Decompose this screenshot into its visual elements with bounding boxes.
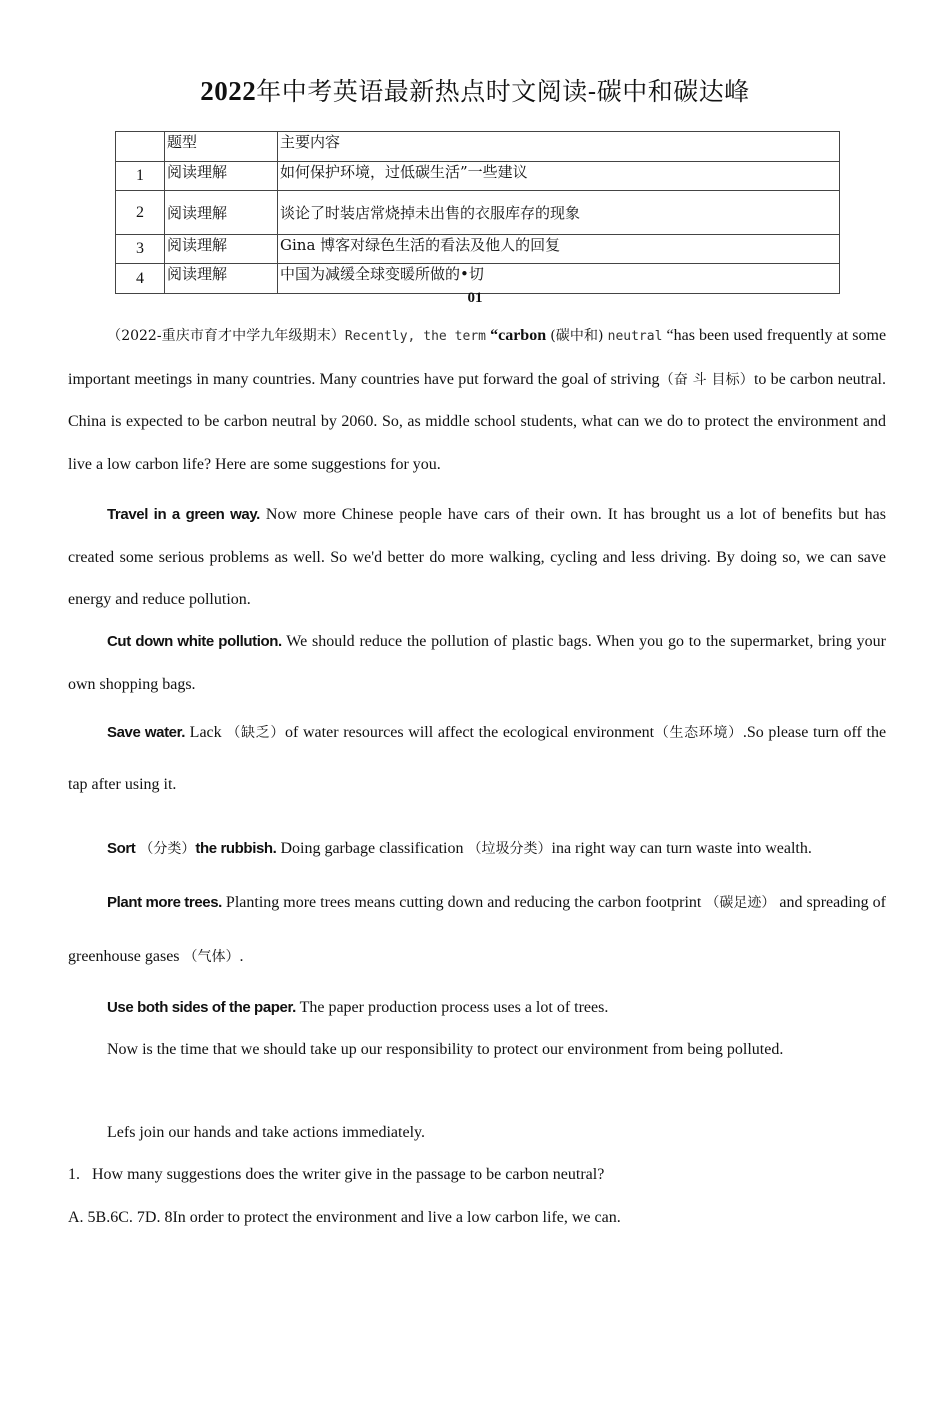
- suggestion-heading: Use both sides of the paper.: [107, 999, 296, 1016]
- table-row: [116, 264, 840, 294]
- table-header-row: [116, 132, 840, 162]
- suggestion-heading: Travel in a green way.: [107, 506, 260, 523]
- row-number: 2: [116, 191, 165, 235]
- page-title: 2022年中考英语最新热点时文阅读-碳中和碳达峰: [200, 76, 750, 106]
- row-type: 阅读理解: [165, 264, 278, 294]
- suggestion-paragraph: Travel in a green way. Now more Chinese people have cars of their own. It has brought us a lot of benefits but has created some serious problems as well. So we'd better do more walking, cycling and less driving. By doing so, we can save energy and reduce pollution.: [68, 506, 887, 608]
- source-note: （2022-重庆市育才中学九年级期末）: [107, 328, 345, 344]
- suggestion-heading: Cut down white pollution.: [107, 633, 282, 650]
- suggestion-heading: Plant more trees.: [107, 894, 222, 911]
- suggestion-heading: Save water.: [107, 724, 185, 741]
- row-number: 1: [116, 162, 165, 191]
- table-row: [116, 235, 840, 264]
- question-number: 1.: [68, 1166, 80, 1183]
- row-content: Gina 博客对绿色生活的看法及他人的回复: [278, 235, 840, 264]
- intro-paragraph: （2022-重庆市育才中学九年级期末）Recently, the term “carbon (碳中和) neutral “has been used frequently at some important meetings in many countries. Many countries have put forward the goal of striving（奋 斗 目标）to be carbon neutral. China is expected to be carbon neutral by 2060. So, as middle school students, what can we do to protect the environment and live a low carbon life? Here are some suggestions for you.: [68, 327, 887, 473]
- suggestion-paragraph: Use both sides of the paper. The paper production process uses a lot of trees.: [107, 999, 609, 1016]
- row-content: 中国为减缓全球变暖所做的•切: [278, 264, 840, 294]
- table-row: [116, 191, 840, 235]
- row-number: 4: [116, 264, 165, 294]
- suggestion-paragraph: Plant more trees. Planting more trees means cutting down and reducing the carbon footprint （碳足迹） and spreading of greenhouse gases （气体）.: [68, 894, 886, 965]
- suggestion-paragraph: Cut down white pollution. We should reduce the pollution of plastic bags. When you go to the supermarket, bring your own shopping bags.: [68, 633, 887, 693]
- row-content: 如何保护环境，过低碳生活”一些建议: [278, 162, 840, 191]
- suggestion-paragraph: Sort （分类）the rubbish. Doing garbage classification （垃圾分类）ina right way can turn waste into wealth.: [107, 840, 812, 857]
- closing-sentence: Now is the time that we should take up our responsibility to protect our environment from being polluted.: [107, 1041, 784, 1058]
- suggestion-paragraph: Save water. Lack （缺乏）of water resources will affect the ecological environment（生态环境）.So please turn off the tap after using it.: [68, 724, 887, 793]
- closing-sentence: Lefs join our hands and take actions immediately.: [107, 1124, 425, 1141]
- table-header-cell: 题型: [165, 132, 278, 162]
- answer-options: A. 5B.6C. 7D. 8In order to protect the environment and live a low carbon life, we can.: [68, 1209, 621, 1226]
- row-content: 谈论了时装店常烧掉未出售的衣服库存的现象: [278, 191, 840, 235]
- table-row: [116, 162, 840, 191]
- table-header-cell: [116, 132, 165, 162]
- row-number: 3: [116, 235, 165, 264]
- suggestion-heading: Sort: [107, 840, 136, 857]
- row-type: 阅读理解: [165, 191, 278, 235]
- question-text: How many suggestions does the writer give in the passage to be carbon neutral?: [92, 1166, 605, 1183]
- table-header-cell: 主要内容: [278, 132, 840, 162]
- question: [68, 1166, 886, 1184]
- section-number: 01: [467, 290, 483, 306]
- summary-table: [115, 131, 840, 294]
- row-type: 阅读理解: [165, 235, 278, 264]
- row-type: 阅读理解: [165, 162, 278, 191]
